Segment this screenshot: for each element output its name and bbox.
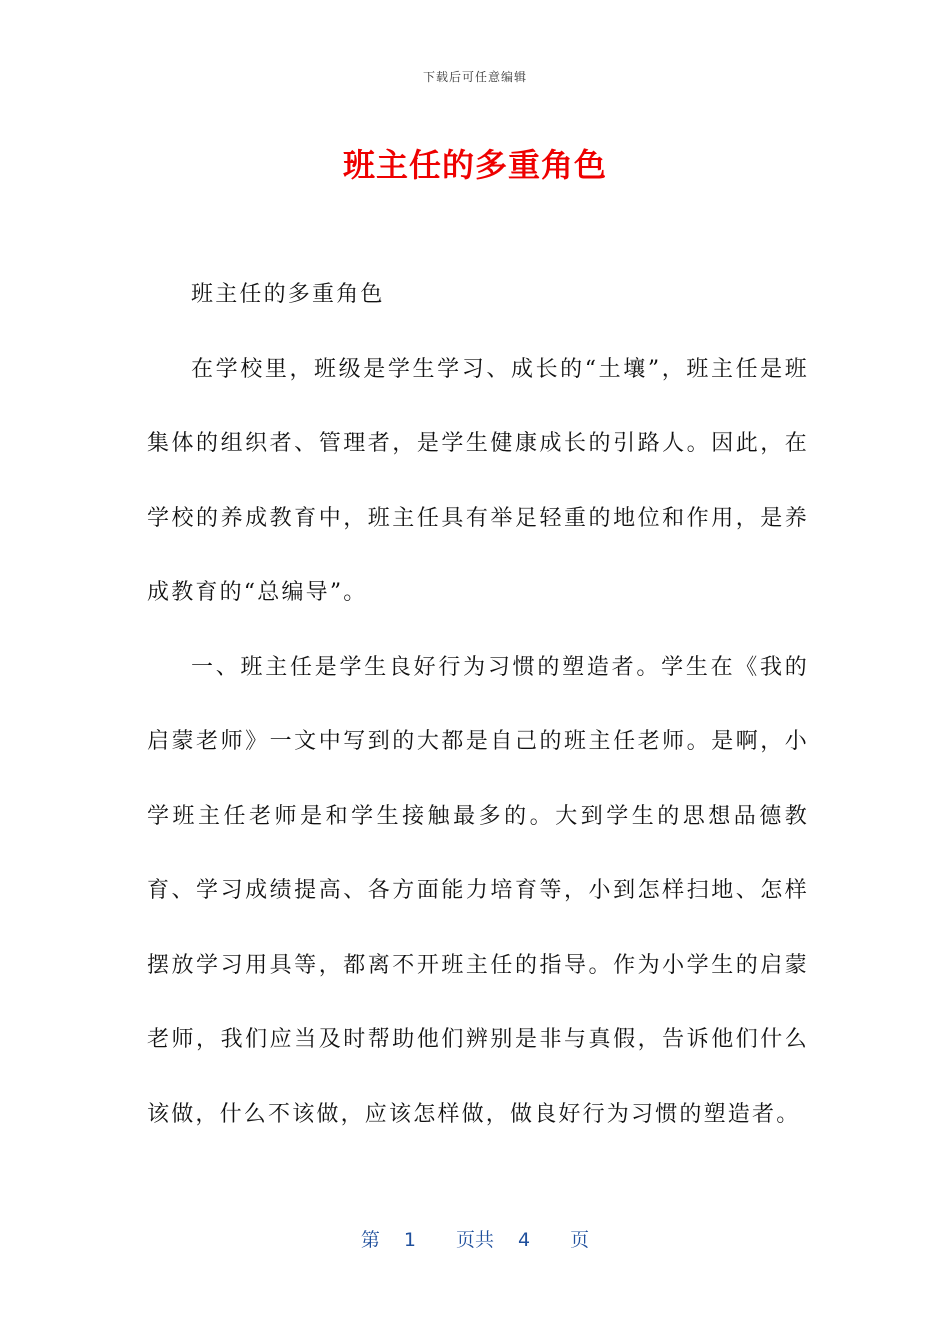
footer-page-suffix: 页 <box>570 1229 590 1251</box>
document-title: 班主任的多重角色 <box>342 146 607 184</box>
paragraph-heading: 班主任的多重角色 <box>191 282 385 307</box>
page-footer <box>0 1225 950 1252</box>
footer-page-total: 4 <box>518 1229 531 1251</box>
footer-page-number: 1 <box>403 1229 416 1251</box>
footer-page-middle: 页共 <box>455 1229 494 1251</box>
paragraph-section-one: 一、班主任是学生良好行为习惯的塑造者。学生在《我的启蒙老师》一文中写到的大都是自己的班主任老师。是啊，小学班主任老师是和学生接触最多的。大到学生的思想品德教育、学习成绩提高、各方面能力培育等，小到怎样扫地、怎样摆放学习用具等，都离不开班主任的指导。作为小学生的启蒙老师，我们应当及时帮助他们辨别是非与真假，告诉他们什么该做，什么不该做，应该怎样做，做良好行为习惯的塑造者。 <box>147 654 809 1127</box>
footer-page-prefix: 第 <box>360 1229 380 1251</box>
header-note: 下载后可任意编辑 <box>422 70 527 84</box>
paragraph-intro: 在学校里，班级是学生学习、成长的“土壤”，班主任是班集体的组织者、管理者，是学生健康成长的引路人。因此，在学校的养成教育中，班主任具有举足轻重的地位和作用，是养成教育的“总编导”。 <box>147 356 809 605</box>
document-body <box>147 258 809 1152</box>
